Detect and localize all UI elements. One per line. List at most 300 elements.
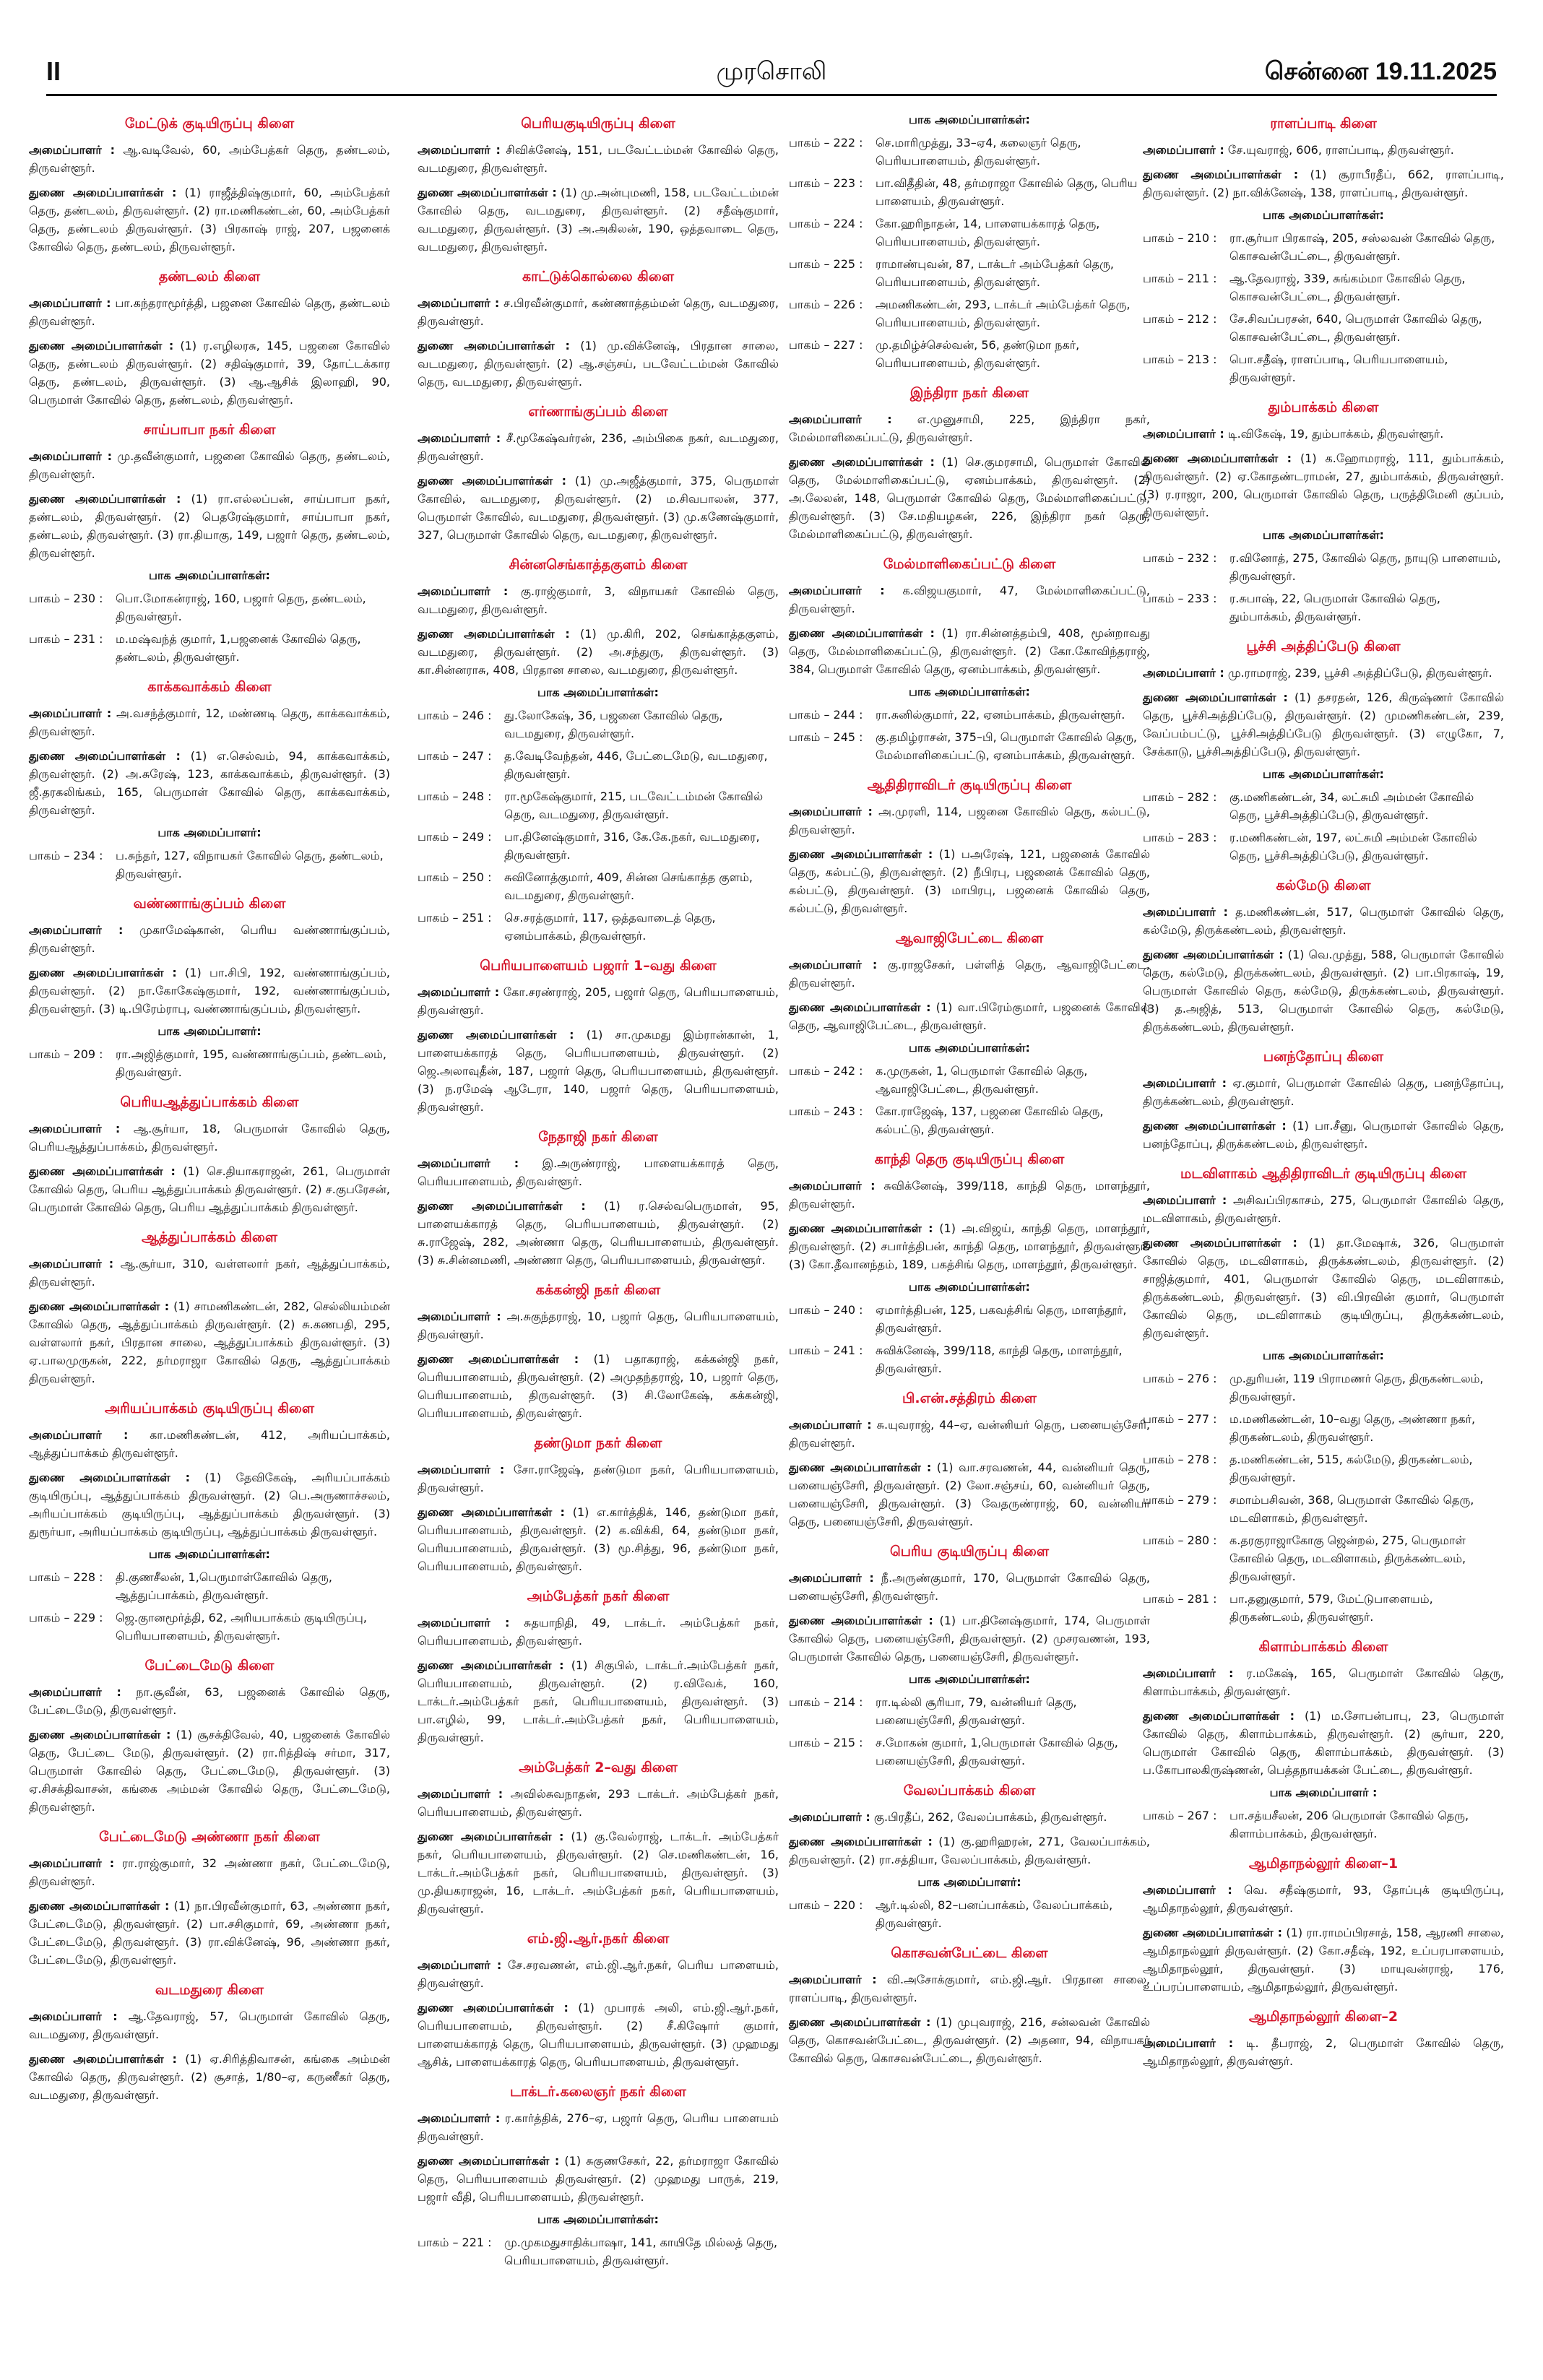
booth-organizer-text: ம.மணிகண்டன், 10–வது தெரு, அண்ணா நகர், திருகண்டலம், திருவள்ளூர்.: [1229, 1412, 1476, 1444]
booth-number: பாகம் – 215 :: [789, 1736, 863, 1749]
booth-row: [1143, 788, 1504, 824]
organizer-entry: [418, 582, 779, 618]
deputy-organizers-label: துணை அமைப்பாளர்கள் :: [789, 1461, 932, 1474]
booth-organizer-text: செ.மாரிமுத்து, 33–ஏ4, கலைஞர் தெரு, பெரியபாளையம், திருவள்ளூர்.: [876, 136, 1081, 168]
booth-organizer-text: க.முருகன், 1, பெருமாள் கோவில் தெரு, ஆவாஜிபேட்டை, திருவள்ளூர்.: [876, 1064, 1088, 1096]
deputy-organizers-entry: [789, 1458, 1150, 1531]
branch-title: ஆதிதிராவிடர் குடியிருப்பு கிளை: [867, 777, 1072, 793]
organizer-text: வெ. சதீஷ்குமார், 93, தோப்புக் குடியிருப்பு, ஆமிதாநல்லூர், திருவள்ளூர்.: [1143, 1883, 1505, 1915]
booth-organizer-text: ஜெ.குானமூர்த்தி, 62, அரியபாக்கம் குடியிருப்பு, பெரியபாளையம், திருவள்ளூர்.: [116, 1611, 367, 1643]
booth-number: பாகம் – 247 :: [418, 749, 492, 763]
branch-section: [1143, 399, 1504, 626]
deputy-organizers-label: துணை அமைப்பாளர்கள் :: [29, 186, 177, 199]
organizer-entry: [1143, 664, 1504, 682]
organizer-entry: [1143, 1881, 1504, 1917]
branch-title: கல்மேடு கிளை: [1276, 878, 1371, 893]
column-3: [789, 108, 1150, 2080]
deputy-organizers-label: துணை அமைப்பாளர்கள் :: [1143, 1709, 1295, 1723]
booth-organizers-heading: பாக அமைப்பாளர்கள்:: [1263, 208, 1384, 222]
deputy-organizers-label: துணை அமைப்பாளர்கள் :: [29, 1299, 170, 1313]
branch-title: வண்ணாங்குப்பம் கிளை: [133, 896, 286, 912]
branch-title: ஆமிதாநல்லூர் கிளை–1: [1248, 1856, 1399, 1871]
branch-title: சின்னசெங்காத்தகுளம் கிளை: [509, 557, 688, 573]
branch-section: [29, 1982, 390, 2104]
booth-number: பாகம் – 240 :: [789, 1303, 863, 1317]
branch-section: [418, 116, 779, 256]
organizer-entry: [418, 1154, 779, 1190]
organizer-text: சே.சரவணன், எம்.ஜி.ஆர்.நகர், பெரிய பாளையம், திருவள்ளூர்.: [418, 1958, 779, 1990]
organizer-entry: [789, 1177, 1150, 1213]
deputy-organizers-label: துணை அமைப்பாளர்கள் :: [418, 2001, 569, 2015]
booth-row: [29, 630, 390, 666]
organizer-entry: [1143, 1074, 1504, 1110]
booth-number: பாகம் – 249 :: [418, 830, 492, 844]
booth-organizer-text: ரா.டில்லி சூரியா, 79, வன்னியர் தெரு, பனையஞ்சேரி, திருவள்ளூர்.: [876, 1695, 1077, 1727]
booth-organizers-heading: பாக அமைப்பாளர் :: [1269, 1786, 1378, 1799]
deputy-organizers-entry: [29, 490, 390, 562]
organizer-entry: [418, 429, 779, 465]
booth-number: பாகம் – 243 :: [789, 1104, 863, 1118]
branch-section: [418, 557, 779, 945]
deputy-organizers-entry: [1143, 1707, 1504, 1779]
deputy-organizers-entry: [29, 337, 390, 409]
organizer-label: அமைப்பாளர் :: [418, 1310, 501, 1323]
booth-organizers-heading: பாக அமைப்பாளர்:: [917, 1875, 1021, 1889]
booth-row: [418, 828, 779, 864]
deputy-organizers-text: (1) ராஜீத்திஷ்குமார், 60, அம்பேத்கர் தெரு, தண்டலம், திருவள்ளூர். (2) ரா.மணிகண்டன், 60, அம்பேத்கர் தெரு, தண்டலம் திருவள்ளூர். (3) பிரகாஷ் ராஜ், 207, பஜனைக் கோவில் தெரு, தண்டலம், திருவள்ளூர்.: [29, 186, 390, 254]
deputy-organizers-text: (1) சுகுணசேகர், 22, தர்மராஜா கோவில் தெரு, பெரியபாளையம் திருவள்ளூர். (2) முஹமது பாருக், 219, பஜார் வீதி, பெரியபாளையம், திருவள்ளூர்.: [418, 2154, 779, 2204]
booth-organizer-text: சமாம்பசிவன், 368, பெருமாள் கோவில் தெரு, மடவிளாகம், திருவள்ளூர்.: [1229, 1493, 1474, 1525]
organizer-entry: [789, 956, 1150, 992]
booth-organizer-text: ராமாண்புவன், 87, டாக்டர் அம்பேத்கர் தெரு, பெரியபாளையம், திருவள்ளூர்.: [876, 257, 1114, 289]
branch-title: பேட்டைமேடு கிளை: [144, 1658, 275, 1674]
booth-row: [1143, 1590, 1504, 1626]
deputy-organizers-text: (1) ரா.சின்னத்தம்பி, 408, மூன்றாவது தெரு, மேல்மாளிகைப்பட்டு, திருவள்ளூர். (2) கோ.கோவிந்தராஜ், 384, பெருமாள் கோவில் தெரு, ஏனம்பாக்கம், திருவள்ளூர்.: [789, 626, 1151, 676]
booth-row: [789, 1734, 1150, 1770]
organizer-entry: [418, 141, 779, 177]
deputy-organizers-text: (1) பா.சிபி, 192, வண்ணாங்குப்பம், திருவள்ளூர். (2) நா.கோகேஷ்குமார், 192, வண்ணாங்குப்பம், திருவள்ளூர். (3) டி.பிரேம்ராபு, வண்ணாங்குப்பம், திருவள்ளூர்.: [29, 966, 390, 1016]
deputy-organizers-text: (1) பா.தினேஷ்குமார், 174, பெருமாள் கோவில் தெரு, பனையஞ்சேரி, திருவள்ளூர். (2) முசரவணன், 193, பெருமாள் கோவில் தெரு, பனையஞ்சேரி, திருவள்ளூர்.: [789, 1614, 1151, 1663]
organizer-text: க.விஜயகுமார், 47, மேல்மாளிகைப்பட்டு, திருவள்ளூர்.: [789, 584, 1150, 615]
booth-number: பாகம் – 280 :: [1143, 1533, 1217, 1547]
organizer-text: கு.ராஜசேகர், பள்ளித் தெரு, ஆவாஜிபேட்டை, திருவள்ளூர்.: [789, 958, 1150, 990]
deputy-organizers-text: (1) ரா.ராமப்பிரசாத், 158, ஆரணி சாலை, ஆமிதாநல்லூர் திருவள்ளூர். (2) கோ.சதீஷ், 192, உப்பரபாளையம், ஆமிதாநல்லூர், திருவள்ளூர். (3) மாயுவன்ராஜ், 176, உப்பரப்பாளையம், ஆமிதாநல்லூர், திருவள்ளூர்.: [1143, 1926, 1504, 1994]
organizer-entry: [1143, 425, 1504, 443]
deputy-organizers-entry: [1143, 1924, 1504, 1996]
booth-organizers-heading: பாக அமைப்பாளர்கள்:: [149, 1547, 270, 1561]
organizer-text: வி.அசோக்குமார், எம்.ஜி.ஆர். பிரதான சாலை, ராளப்பாடி, திருவள்ளூர்.: [789, 1973, 1151, 2004]
organizer-entry: [789, 1416, 1150, 1452]
masthead-divider: [46, 94, 1497, 96]
booth-number: பாகம் – 232 :: [1143, 551, 1217, 565]
booth-row: [789, 215, 1150, 251]
booth-organizer-text: ர.சுபாஷ், 22, பெருமாள் கோவில் தெரு, தும்பாக்கம், திருவள்ளூர்.: [1229, 592, 1440, 623]
deputy-organizers-text: (1) கு.ஹரிஹரன், 271, வேலப்பாக்கம், திருவள்ளூர். (2) ரா.சத்தியா, வேலப்பாக்கம், திருவள்ளூர்.: [789, 1835, 1150, 1866]
deputy-organizers-label: துணை அமைப்பாளர்கள் :: [418, 1352, 579, 1366]
deputy-organizers-label: துணை அமைப்பாளர்கள் :: [789, 1221, 933, 1235]
organizer-entry: [418, 1461, 779, 1497]
organizer-label: அமைப்பாளர் :: [1143, 1666, 1234, 1680]
deputy-organizers-entry: [418, 1827, 779, 1918]
organizer-entry: [29, 141, 390, 177]
deputy-organizers-label: துணை அமைப்பாளர்கள் :: [418, 1505, 565, 1519]
organizer-label: அமைப்பாளர் :: [418, 1463, 505, 1476]
deputy-organizers-text: (1) ஏ.சிரித்திவாசன், கங்கை அம்மன் கோவில் தெரு, திருவள்ளூர். (2) சூசாத், 1/80–ஏ, கருணீகர் தெரு, வடமதுரை, திருவள்ளூர்.: [29, 2052, 391, 2102]
deputy-organizers-text: (1) தேவிகேஷ், அரியப்பாக்கம் குடியிருப்பு, ஆத்துப்பாக்கம் திருவள்ளூர். (2) பெ.அருணாச்சலம், அரியப்பாக்கம் குடியிருப்பு, ஆத்துப்பாக்கம் திருவள்ளூர். (3) துரூர்யா, அரியப்பாக்கம் குடியிருப்பு, ஆத்துப்பாக்கம் திருவள்ளூர்.: [29, 1471, 391, 1539]
organizer-label: அமைப்பாளர் :: [1143, 905, 1228, 919]
booth-organizer-text: கோ.ஹரிநாதன், 14, பாளையக்காரத் தெரு, பெரியபாளையம், திருவள்ளூர்.: [876, 217, 1100, 248]
column-4: [1143, 108, 1504, 2083]
branch-title: சாய்பாபா நகர் கிளை: [143, 422, 276, 438]
booth-row: [418, 2233, 779, 2269]
booth-number: பாகம் – 267 :: [1143, 1809, 1217, 1822]
booth-number: பாகம் – 282 :: [1143, 790, 1217, 804]
organizer-text: சு.யுவராஜ், 44–ஏ, வன்னியர் தெரு, பனையஞ்சேரி, திருவள்ளூர்.: [789, 1418, 1150, 1450]
deputy-organizers-label: துணை அமைப்பாளர்கள் :: [418, 1658, 564, 1672]
deputy-organizers-label: துணை அமைப்பாளர்கள் :: [789, 847, 933, 861]
booth-organizer-text: ஏமார்த்திபன், 125, பகவத்சிங் தெரு, மாளந்தூர், திருவள்ளூர்.: [876, 1303, 1127, 1335]
deputy-organizers-entry: [789, 845, 1150, 917]
deputy-organizers-text: (1) ர.செல்வபெருமாள், 95, பாளையக்காரத் தெரு, பெரியபாளையம், திருவள்ளூர். (2) சு.ராஜேஷ், 282, அண்ணா தெரு, பெரியபாளையம், திருவள்ளூர். (3) சு.சின்னமணி, அண்ணா தெரு, பெரியபாளையம், திருவள்ளூர்.: [418, 1199, 779, 1267]
booth-number: பாகம் – 227 :: [789, 338, 863, 352]
organizer-text: பா.கந்தராமூர்த்தி, பஜனை கோவில் தெரு, தண்டலம் திருவள்ளூர்.: [29, 296, 391, 328]
branch-section: [418, 1435, 779, 1575]
branch-section: [789, 1945, 1150, 2067]
organizer-text: நீ.அருண்குமார், 170, பெருமாள் கோவில் தெரு, பனையஞ்சேரி, திருவள்ளூர்.: [789, 1571, 1150, 1603]
booth-organizers-heading: பாக அமைப்பாளர்கள்:: [537, 685, 659, 699]
organizer-label: அமைப்பாளர் :: [29, 1257, 114, 1271]
organizer-text: சுதயாநிதி, 49, டாக்டர். அம்பேத்கர் நகர், பெரியபாளையம், திருவள்ளூர்.: [418, 1616, 779, 1648]
organizer-label: அமைப்பாளர் :: [1143, 666, 1224, 680]
branch-section: [789, 1544, 1150, 1770]
column-1: [29, 108, 390, 2117]
deputy-organizers-text: (1) வா.சரவணன், 44, வன்னியர் தெரு, பனையஞ்சேரி, திருவள்ளூர். (2) லோ.சஞ்சய், 60, வன்னியர் தெரு, பனையஞ்சேரி, திருவள்ளூர். (3) வேதருண்ராஜ், 60, வன்னியர் தெரு, பனையஞ்சேரி, திருவள்ளூர்.: [789, 1461, 1150, 1528]
booth-number: பாகம் – 229 :: [29, 1611, 103, 1624]
booth-row: [789, 728, 1150, 764]
deputy-organizers-entry: [1143, 1234, 1504, 1342]
deputy-organizers-entry: [418, 1350, 779, 1422]
organizer-label: அமைப்பாளர் :: [29, 296, 111, 310]
deputy-organizers-label: துணை அமைப்பாளர்கள் :: [789, 1000, 931, 1014]
deputy-organizers-entry: [418, 1999, 779, 2071]
organizer-entry: [1143, 903, 1504, 939]
booth-row: [789, 134, 1150, 170]
newspaper-title: முரசொலி: [716, 58, 827, 85]
booth-organizer-text: மு.முகமதுசாதிக்பாஷா, 141, காயிதே மில்லத் தெரு, பெரியபாளையம், திருவள்ளூர்.: [504, 2236, 778, 2267]
deputy-organizers-label: துணை அமைப்பாளர்கள் :: [1143, 1236, 1297, 1250]
branch-section: [418, 1931, 779, 2071]
organizer-text: ஆ.வடிவேல், 60, அம்பேத்கர் தெரு, தண்டலம், திருவள்ளூர்.: [29, 143, 390, 175]
deputy-organizers-label: துணை அமைப்பாளர்கள் :: [789, 1614, 933, 1627]
organizer-text: ஆ.சூர்யா, 18, பெருமாள் கோவில் தெரு, பெரியஆத்துப்பாக்கம், திருவள்ளூர்.: [29, 1122, 390, 1154]
branch-title: எம்.ஜி.ஆர்.நகர் கிளை: [527, 1931, 670, 1947]
deputy-organizers-entry: [789, 998, 1150, 1034]
deputy-organizers-label: துணை அமைப்பாளர்கள் :: [418, 2154, 560, 2168]
booth-organizer-text: சுவினோத்குமார், 409, சின்ன செங்காத்த குளம், வடமதுரை, திருவள்ளூர்.: [504, 870, 753, 902]
branch-title: கிளாம்பாக்கம் கிளை: [1258, 1639, 1388, 1655]
deputy-organizers-label: துணை அமைப்பாளர்கள் :: [418, 1028, 574, 1042]
branch-title: டாக்டர்.கலைஞர் நகர் கிளை: [510, 2084, 686, 2100]
organizer-label: அமைப்பாளர் :: [1143, 143, 1224, 157]
booth-organizer-text: மு.தமிழ்ச்செல்வன், 56, தண்டுமா நகர், பெரியபாளையம், திருவள்ளூர்.: [876, 338, 1080, 370]
booth-row: [789, 336, 1150, 372]
booth-number: பாகம் – 234 :: [29, 849, 103, 862]
organizer-entry: [1143, 1191, 1504, 1227]
organizer-label: அமைப்பாளர் :: [29, 1685, 121, 1699]
organizer-entry: [29, 294, 390, 330]
booth-number: பாகம் – 250 :: [418, 870, 492, 884]
deputy-organizers-entry: [29, 747, 390, 819]
branch-section: [29, 1229, 390, 1388]
branch-title: அரியப்பாக்கம் குடியிருப்பு கிளை: [104, 1401, 315, 1416]
booth-row: [29, 1045, 390, 1081]
organizer-label: அமைப்பாளர் :: [29, 2009, 118, 2023]
booth-number: பாகம் – 241 :: [789, 1343, 863, 1357]
branch-section: [418, 2084, 779, 2269]
organizer-entry: [29, 704, 390, 740]
deputy-organizers-text: (1) ரா.எல்லப்பன், சாய்பாபா நகர், தண்டலம், திருவள்ளூர். (2) பெதரேஷ்குமார், சாய்பாபா நகர், தண்டலம், திருவள்ளூர். (3) ரா.தியாகு, 149, பஜார் தெரு, தண்டலம், திருவள்ளூர்.: [29, 492, 390, 560]
booth-number: பாகம் – 225 :: [789, 257, 863, 271]
masthead: [46, 56, 1497, 88]
booth-number: பாகம் – 277 :: [1143, 1412, 1217, 1426]
deputy-organizers-text: (1) மு.அஜீத்குமார், 375, பெருமாள் கோவில், வடமதுரை, திருவள்ளூர். (2) ம.சிவபாலன், 377, பெருமாள் கோவில், வடமதுரை, திருவள்ளூர். (3) மு.கணேஷ்குமார், 327, பெருமாள் கோவில் தெரு, வடமதுரை, திருவள்ளூர்.: [418, 474, 779, 542]
deputy-organizers-label: துணை அமைப்பாளர்கள் :: [1143, 1119, 1287, 1133]
deputy-organizers-label: துணை அமைப்பாளர்கள் :: [418, 339, 570, 352]
deputy-organizers-text: (1) வா.பிரேம்குமார், பஜனைக் கோவில் தெரு, ஆவாஜிபேட்டை, திருவள்ளூர்.: [789, 1000, 1150, 1032]
booth-row: [1143, 549, 1504, 585]
branch-title: ஆத்துப்பாக்கம் கிளை: [142, 1229, 277, 1245]
organizer-label: அமைப்பாளர் :: [29, 706, 112, 720]
booth-row: [418, 868, 779, 904]
deputy-organizers-label: துணை அமைப்பாளர்கள் :: [418, 474, 566, 488]
deputy-organizers-label: துணை அமைப்பாளர்கள் :: [418, 627, 570, 641]
booth-organizer-text: ஆ.தேவராஜ், 339, சுங்கம்மா கோவில் தெரு, கொசவன்பேட்டை, திருவள்ளூர்.: [1229, 272, 1466, 303]
organizer-label: அமைப்பாளர் :: [29, 923, 124, 937]
branch-section: [418, 958, 779, 1116]
deputy-organizers-label: துணை அமைப்பாளர்கள் :: [1143, 948, 1284, 961]
deputy-organizers-label: துணை அமைப்பாளர்கள் :: [418, 1199, 586, 1213]
deputy-organizers-entry: [789, 2013, 1150, 2067]
deputy-organizers-text: (1) பா.சீனு, பெருமாள் கோவில் தெரு, பனந்தோப்பு, திருக்கண்டலம், திருவள்ளூர்.: [1143, 1119, 1505, 1151]
deputy-organizers-label: துணை அமைப்பாளர்கள் :: [1143, 691, 1288, 704]
booth-organizers-heading: பாக அமைப்பாளர்கள்:: [909, 685, 1030, 698]
booth-row: [1143, 1450, 1504, 1487]
branch-section: [29, 679, 390, 883]
booth-row: [418, 706, 779, 743]
booth-organizers-heading: பாக அமைப்பாளர்கள்:: [537, 2212, 659, 2226]
organizer-text: த.மணிகண்டன், 517, பெருமாள் கோவில் தெரு, கல்மேடு, திருக்கண்டலம், திருவள்ளூர்.: [1143, 905, 1505, 937]
branch-section: [1143, 1166, 1504, 1626]
booth-organizer-text: க.தரகுராஜாகோகு ஜென்றல், 275, பெருமாள் கோவில் தெரு, மடவிளாகம், திருக்கண்டலம், திருவள்ளூர்.: [1229, 1533, 1466, 1583]
booth-organizers-heading: பாக அமைப்பாளர்கள்:: [909, 1041, 1030, 1055]
branch-title: மடவிளாகம் ஆதிதிராவிடர் குடியிருப்பு கிளை: [1180, 1166, 1466, 1182]
booth-row: [1143, 828, 1504, 865]
booth-organizer-text: கு.தமிழ்ராசன், 375–பி, பெருமாள் கோவில் தெரு, மேல்மாளிகைப்பட்டு, ஏனம்பாக்கம், திருவள்ளூர்.: [876, 730, 1137, 762]
booth-number: பாகம் – 244 :: [789, 708, 863, 722]
branch-section: [789, 1783, 1150, 1932]
deputy-organizers-label: துணை அமைப்பாளர்கள் :: [1143, 1926, 1282, 1939]
booth-organizer-text: ஆர்.டில்லி, 82–பனப்பாக்கம், வேலப்பாக்கம், திருவள்ளூர்.: [876, 1898, 1113, 1930]
branch-section: [1143, 878, 1504, 1036]
deputy-organizers-text: (1) ர.எழிலரசு, 145, பஜனை கோவில் தெரு, தண்டலம் திருவள்ளூர். (2) சதிஷ்குமார், 39, தோட்டக்கார தெரு, தண்டலம், திருவள்ளூர். (3) ஆ.ஆசிக் இலாஹி, 90, பெருமாள் கோவில் தெரு, தண்டலம், திருவள்ளூர்.: [29, 339, 390, 407]
deputy-organizers-entry: [418, 472, 779, 544]
deputy-organizers-label: துணை அமைப்பாளர்கள் :: [29, 749, 181, 763]
branch-title: அம்பேத்கர் நகர் கிளை: [527, 1588, 670, 1604]
deputy-organizers-entry: [789, 624, 1150, 678]
booth-number: பாகம் – 228 :: [29, 1570, 103, 1584]
booth-organizer-text: ரா.சூர்யா பிரகாஷ், 205, சஸ்லவன் கோவில் தெரு, கொசவன்பேட்டை, திருவள்ளூர்.: [1229, 231, 1495, 263]
booth-organizer-text: ப.சுந்தர், 127, விநாயகர் கோவில் தெரு, தண்டலம், திருவள்ளூர்.: [116, 849, 384, 880]
booth-number: பாகம் – 230 :: [29, 592, 103, 605]
organizer-entry: [29, 1120, 390, 1156]
branch-title: வடமதுரை கிளை: [155, 1982, 264, 1998]
booth-number: பாகம் – 223 :: [789, 176, 863, 190]
deputy-organizers-text: (1) சா.முகமது இம்ரான்கான், 1, பாளையக்காரத் தெரு, பெரியபாளையம், திருவள்ளூர். (2) ஜெ.அலாவுதீன், 187, பஜார் தெரு, பெரியபாளையம், திருவள்ளூர். (3) ந.ரமேஷ் ஆடேரா, 140, பஜார் தெரு, பெரியபாளையம், திருவள்ளூர்.: [418, 1028, 779, 1114]
deputy-organizers-text: (1) முபுவராஜ், 216, சன்லவன் கோவில் தெரு, கொசவன்பேட்டை, திருவள்ளூர். (2) அதனா, 94, விநாயகர் கோவில் தெரு, கொசவன்பேட்டை, திருவள்ளூர்.: [789, 2015, 1151, 2065]
organizer-text: நா.சூவீன், 63, பஜனைக் கோவில் தெரு, பேட்டைமேடு, திருவள்ளூர்.: [29, 1685, 390, 1717]
booth-number: பாகம் – 233 :: [1143, 592, 1217, 605]
organizer-label: அமைப்பாளர் :: [789, 412, 892, 426]
branch-section: [29, 1829, 390, 1969]
organizer-entry: [1143, 141, 1504, 159]
booth-row: [29, 589, 390, 626]
branch-section: [29, 269, 390, 409]
organizer-text: சீ.மூகேஷ்வர்ரன், 236, அம்பிகை நகர், வடமதுரை, திருவள்ளூர்.: [418, 431, 779, 463]
booth-number: பாகம் – 222 :: [789, 136, 863, 150]
edition-date: சென்னை 19.11.2025: [1264, 58, 1497, 85]
booth-organizer-text: மு.துரியன், 119 பிராமணர் தெரு, திருகண்டலம், திருவள்ளூர்.: [1229, 1372, 1484, 1403]
organizer-entry: [418, 983, 779, 1019]
deputy-organizers-entry: [29, 1897, 390, 1969]
booth-row: [1143, 310, 1504, 346]
deputy-organizers-entry: [418, 2152, 779, 2206]
organizer-entry: [789, 1970, 1150, 2007]
branch-title: தும்பாக்கம் கிளை: [1268, 399, 1379, 415]
branch-section: [418, 1129, 779, 1269]
branch-title: கொசவன்பேட்டை கிளை: [891, 1945, 1048, 1961]
organizer-entry: [789, 1808, 1150, 1826]
branch-title: இந்திரா நகர் கிளை: [909, 385, 1029, 401]
organizer-entry: [418, 1785, 779, 1821]
organizer-entry: [789, 581, 1150, 618]
deputy-organizers-entry: [1143, 165, 1504, 202]
booth-number: பாகம் – 221 :: [418, 2236, 492, 2249]
page-number: II: [46, 56, 61, 86]
booth-row: [789, 1301, 1150, 1337]
organizer-text: முகாமேஷ்கான், பெரிய வண்ணாங்குப்பம், திருவள்ளூர்.: [29, 923, 390, 955]
deputy-organizers-entry: [1143, 945, 1504, 1036]
booth-number: பாகம் – 220 :: [789, 1898, 863, 1912]
organizer-label: அமைப்பாளர் :: [29, 1428, 129, 1442]
organizer-label: அமைப்பாளர் :: [418, 143, 501, 157]
organizer-label: அமைப்பாளர் :: [789, 805, 873, 818]
branch-section: [29, 1094, 390, 1216]
organizer-text: சோ.ராஜேஷ், தண்டுமா நகர், பெரியபாளையம், திருவள்ளூர்.: [418, 1463, 779, 1494]
branch-title: பெரியபாளையம் பஜார் 1–வது கிளை: [480, 958, 717, 974]
organizer-text: சே.யுவராஜ், 606, ராளப்பாடி, திருவள்ளூர்.: [1227, 143, 1454, 157]
branch-section: [789, 385, 1150, 543]
organizer-entry: [29, 1683, 390, 1719]
branch-section: [29, 1401, 390, 1645]
deputy-organizers-entry: [1143, 688, 1504, 761]
branch-title: வேலப்பாக்கம் கிளை: [903, 1783, 1036, 1799]
organizer-label: அமைப்பாளர் :: [418, 1958, 502, 1972]
branch-title: தண்டுமா நகர் கிளை: [534, 1435, 662, 1451]
deputy-organizers-text: (1) மு.அன்புமணி, 158, படவேட்டம்மன் கோவில் தெரு, வடமதுரை, திருவள்ளூர். (2) சதீஷ்குமார், வடமதுரை, திருவள்ளூர். (3) அ.அகிலன், 190, ஒத்தவாடை தெரு, வடமதுரை, திருவள்ளூர்.: [418, 186, 779, 254]
organizer-label: அமைப்பாளர் :: [1143, 427, 1224, 441]
deputy-organizers-label: துணை அமைப்பாளர்கள் :: [29, 966, 177, 979]
branch-section: [418, 404, 779, 544]
booth-number: பாகம் – 245 :: [789, 730, 863, 744]
deputy-organizers-label: துணை அமைப்பாளர்கள் :: [418, 186, 557, 199]
booth-row: [1143, 589, 1504, 626]
organizer-label: அமைப்பாளர் :: [789, 1571, 874, 1585]
deputy-organizers-text: (1) வெ.முத்து, 588, பெருமாள் கோவில் தெரு, கல்மேடு, திருக்கண்டலம், திருவள்ளூர். (2) பா.பிரகாஷ், 19, பெருமாள் கோவில் தெரு, கல்மேடு, திருக்கண்டலம், திருவள்ளூர். (3) த.அஜித், 513, பெருமாள் கோவில் தெரு, கல்மேடு, திருக்கண்டலம், திருவள்ளூர்.: [1143, 948, 1504, 1034]
organizer-text: சுவிக்னேஷ், 399/118, காந்தி தெரு, மாளந்தூர், திருவள்ளூர்.: [789, 1179, 1151, 1211]
booth-organizer-text: ர.வினோத், 275, கோவில் தெரு, நாயுடு பாளையம், திருவள்ளூர்.: [1229, 551, 1501, 583]
organizer-label: அமைப்பாளர் :: [418, 1156, 519, 1170]
organizer-text: மு.தவீன்குமார், பஜனை கோவில் தெரு, தண்டலம், திருவள்ளூர்.: [29, 449, 391, 481]
organizer-text: கு.ராஜ்குமார், 3, விநாயகர் கோவில் தெரு, வடமதுரை, திருவள்ளூர்.: [418, 584, 779, 616]
organizer-text: டி.விகேஷ், 19, தும்பாக்கம், திருவள்ளூர்.: [1227, 427, 1444, 441]
deputy-organizers-text: (1) எ.செல்வம், 94, காக்கவாக்கம், திருவள்ளூர். (2) அ.சுரேஷ், 123, காக்கவாக்கம், திருவள்ளூர். (3) ஜீ.தரகலிங்கம், 165, பெருமாள் கோவில் தெரு, காக்கவாக்கம், திருவள்ளூர்.: [29, 749, 391, 817]
deputy-organizers-text: (1) மு.கிரி, 202, செங்காத்தகுளம், வடமதுரை, திருவள்ளூர். (2) அ.சந்துரு, திருவள்ளூர். (3) கா.சின்னராசு, 408, பிரதான சாலை, வடமதுரை, திருவள்ளூர்.: [418, 627, 779, 677]
branch-title: நேதாஜி நகர் கிளை: [538, 1129, 658, 1145]
booth-number: பாகம் – 210 :: [1143, 231, 1217, 245]
booth-row: [1143, 1806, 1504, 1843]
booth-row: [418, 747, 779, 783]
branch-section: [1143, 2009, 1504, 2070]
deputy-organizers-label: துணை அமைப்பாளர்கள் :: [1143, 168, 1299, 181]
deputy-organizers-entry: [29, 1162, 390, 1216]
booth-row: [29, 1568, 390, 1604]
organizer-entry: [418, 294, 779, 330]
organizer-label: அமைப்பாளர் :: [418, 431, 501, 445]
deputy-organizers-entry: [789, 453, 1150, 543]
deputy-organizers-label: துணை அமைப்பாளர்கள் :: [789, 2015, 931, 2029]
branch-section: [29, 116, 390, 256]
branch-section: [1143, 116, 1504, 386]
deputy-organizers-text: (1) சிகுபில், டாக்டர்.அம்பேத்கர் நகர், பெரியபாளையம், திருவள்ளூர். (2) ர.விவேக், 160, டாக்டர்.அம்பேத்கர் நகர், பெரியபாளையம், திருவள்ளூர். (3) பா.எழில், 99, டாக்டர்.அம்பேத்கர் நகர், பெரியபாளையம், திருவள்ளூர்.: [418, 1658, 779, 1744]
booth-number: பாகம் – 251 :: [418, 911, 492, 925]
deputy-organizers-label: துணை அமைப்பாளர்கள் :: [29, 1471, 190, 1484]
deputy-organizers-entry: [418, 1656, 779, 1747]
deputy-organizers-entry: [29, 2050, 390, 2104]
deputy-organizers-text: (1) செ.குமரசாமி, பெருமாள் கோவில் தெரு, மேல்மாளிகைப்பட்டு, ஏனம்பாக்கம், திருவள்ளூர். (2) அ.லேலன், 148, பெருமாள் கோவில் தெரு, மேல்மாளிகைப்பட்டு, திருவள்ளூர். (3) சே.மதியழகன், 226, இந்திரா நகர் தெரு, மேல்மாளிகைப்பட்டு, திருவள்ளூர்.: [789, 455, 1150, 541]
booth-organizer-text: பொ.சதீஷ், ராளப்பாடி, பெரியபாளையம், திருவள்ளூர்.: [1229, 352, 1448, 384]
booth-row: [789, 295, 1150, 332]
branch-title: ஆவாஜிபேட்டை கிளை: [895, 930, 1044, 946]
booth-organizer-text: ரா.சுனில்குமார், 22, ஏனம்பாக்கம், திருவள்ளூர்.: [876, 708, 1125, 722]
deputy-organizers-text: (1) அ.விஜய், காந்தி தெரு, மாளந்தூர், திருவள்ளூர். (2) சபார்த்திபன், காந்தி தெரு, மாளந்தூர், திருவள்ளூர். (3) கோ.தீவானந்தம், 189, பகத்சிங் தெரு, மாளந்தூர், திருவள்ளூர்.: [789, 1221, 1150, 1271]
booth-organizer-text: சுவிக்னேஷ், 399/118, காந்தி தெரு, மாளந்தூர், திருவள்ளூர்.: [876, 1343, 1123, 1375]
deputy-organizers-label: துணை அமைப்பாளர்கள் :: [789, 455, 935, 469]
branch-title: தண்டலம் கிளை: [158, 269, 261, 285]
organizer-label: அமைப்பாளர் :: [789, 1418, 872, 1432]
deputy-organizers-text: (1) கு.வேல்ராஜ், டாக்டர். அம்பேத்கர் நகர், பெரியபாளையம், திருவள்ளூர். (2) செ.மணிகண்டன், 16, டாக்டர்.அம்பேத்கர் நகர், பெரியபாளையம், திருவள்ளூர். (3) மு.தியகராஜன், 16, டாக்டர். அம்பேத்கர் நகர், பெரியபாளையம், திருவள்ளூர்.: [418, 1830, 779, 1916]
organizer-entry: [789, 802, 1150, 839]
branch-title: கக்கன்ஜி நகர் கிளை: [535, 1282, 661, 1298]
deputy-organizers-text: (1) பதாகராஜ், கக்கன்ஜி நகர், பெரியபாளையம், திருவள்ளூர். (2) அமுதந்தராஜ், 10, பஜார் தெரு, பெரியபாளையம், திருவள்ளூர். (3) சி.லோகேஷ், கக்கன்ஜி, பெரியபாளையம், திருவள்ளூர்.: [418, 1352, 779, 1420]
organizer-entry: [1143, 2034, 1504, 2070]
branch-title: பி.என்.சத்திரம் கிளை: [902, 1390, 1037, 1406]
organizer-text: அ.வசந்த்குமார், 12, மண்ணடி தெரு, காக்கவாக்கம், திருவள்ளூர்.: [29, 706, 390, 738]
organizer-text: ஏ.குமார், பெருமாள் கோவில் தெரு, பனந்தோப்பு, திருக்கண்டலம், திருவள்ளூர்.: [1143, 1076, 1505, 1108]
deputy-organizers-text: (1) சூசக்திவேல், 40, பஜனைக் கோவில் தெரு, பேட்டை மேடு, திருவள்ளூர். (2) ரா.ரித்திஷ் சர்மா, 317, பெருமாள் கோவில் தெரு, பேட்டைமேடு, திருவள்ளூர். (3) ஏ.சிசக்திவாசன், கங்கை அம்மன் கோவில் தெரு, பேட்டைமேடு, திருவள்ளூர்.: [29, 1728, 390, 1814]
deputy-organizers-entry: [1143, 1117, 1504, 1153]
organizer-text: ர.மகேஷ், 165, பெருமாள் கோவில் தெரு, கிளாம்பாக்கம், திருவள்ளூர்.: [1143, 1666, 1504, 1698]
booth-row: [789, 1896, 1150, 1932]
